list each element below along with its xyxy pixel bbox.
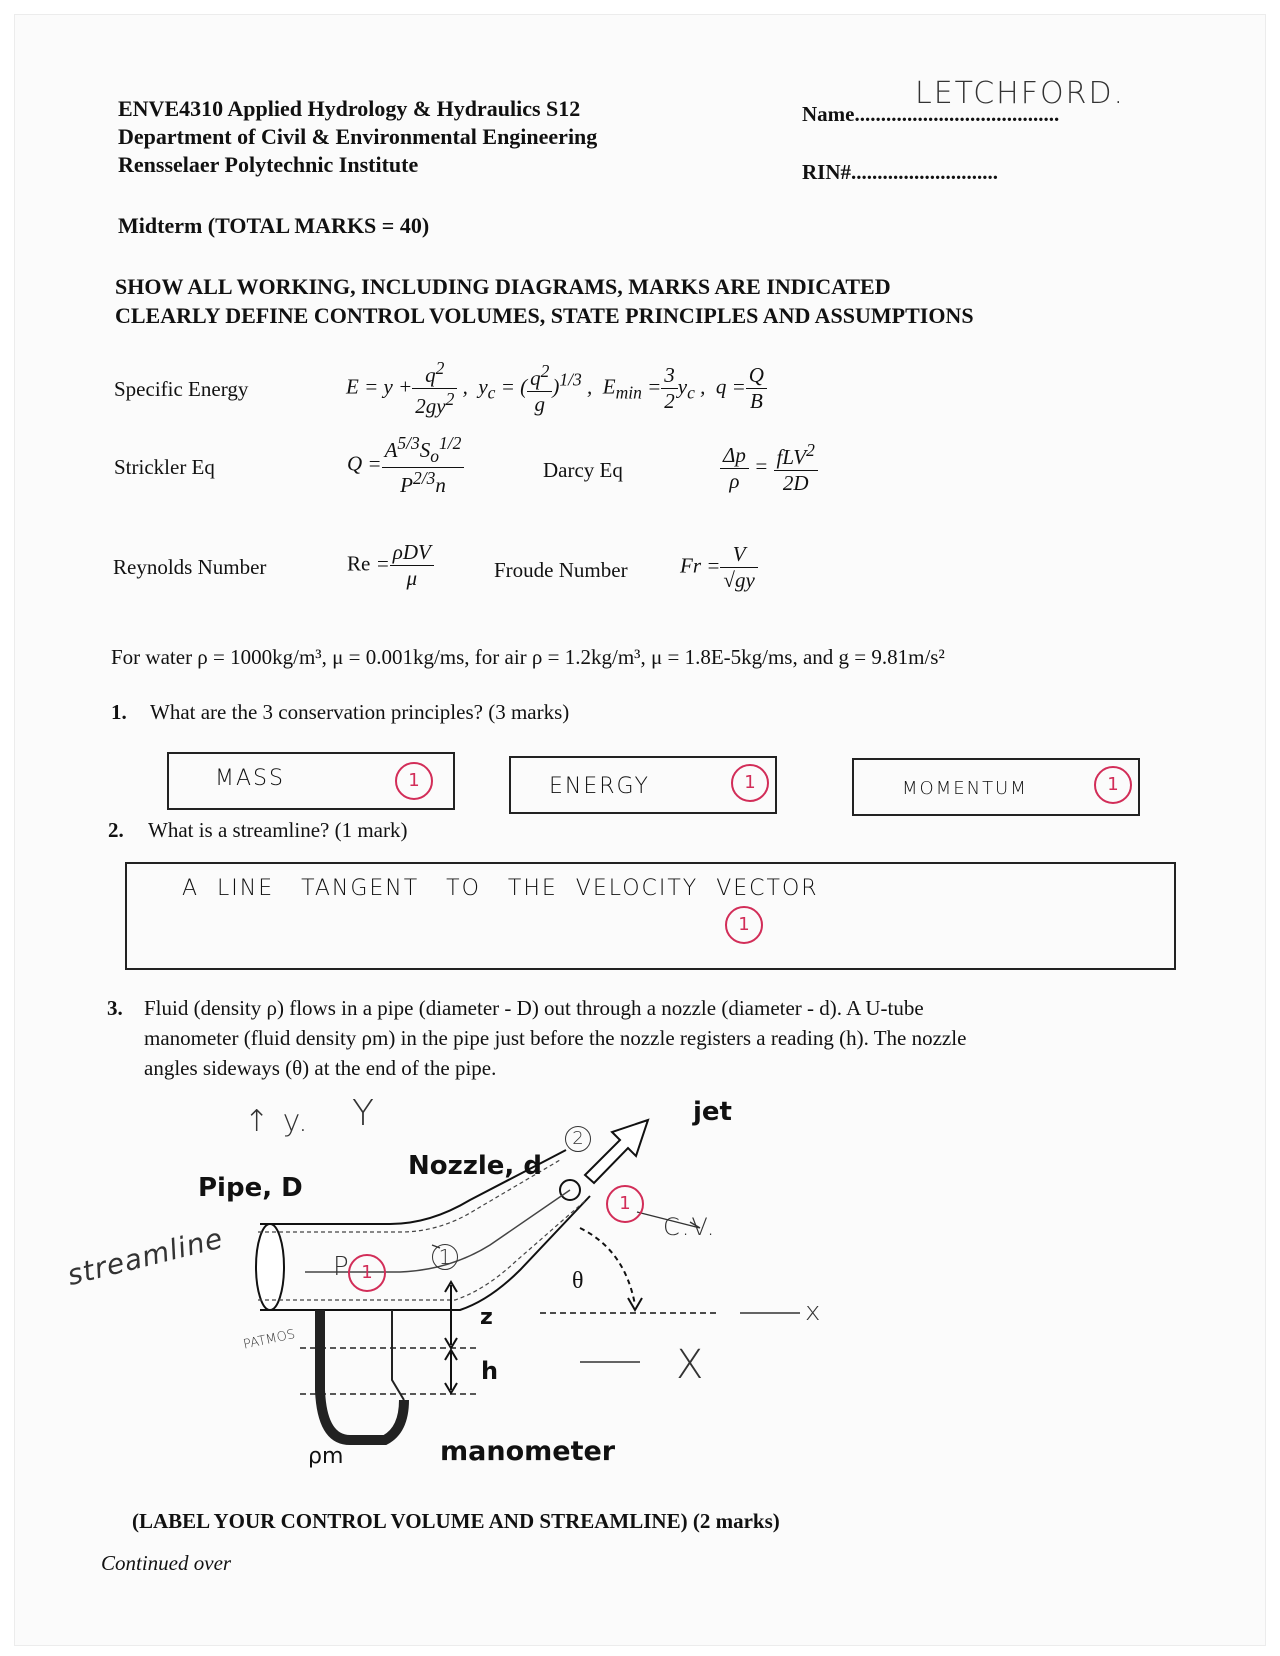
q2-answer: A LINE TANGENT TO THE VELOCITY VECTOR xyxy=(182,876,819,901)
q1-mark-3: 1 xyxy=(1094,766,1132,804)
hand-patmos: PATMOS xyxy=(242,1327,297,1353)
q3-line-3: angles sideways (θ) at the end of the pipe. xyxy=(144,1056,497,1080)
q3-number: 3. xyxy=(107,996,123,1020)
froude-label: Froude Number xyxy=(494,558,628,582)
instruction-1: SHOW ALL WORKING, INCLUDING DIAGRAMS, MARKS ARE INDICATED xyxy=(115,274,891,299)
control-volume xyxy=(258,1160,586,1300)
reynolds-label: Reynolds Number xyxy=(113,555,267,579)
constants-line: For water ρ = 1000kg/m³, μ = 0.001kg/ms, for air ρ = 1.2kg/m³, μ = 1.8E-5kg/ms, and g = 9.81m/s² xyxy=(111,645,945,669)
hand-section-1-mark: 1 xyxy=(348,1254,386,1292)
theta-label: θ xyxy=(572,1268,584,1294)
exam-title: Midterm (TOTAL MARKS = 40) xyxy=(118,213,430,238)
darcy-label: Darcy Eq xyxy=(543,458,623,482)
institute: Rensselaer Polytechnic Institute xyxy=(118,152,419,177)
q1-text: What are the 3 conservation principles? (3 marks) xyxy=(150,700,570,724)
instruction-2: CLEARLY DEFINE CONTROL VOLUMES, STATE PRINCIPLES AND ASSUMPTIONS xyxy=(115,303,974,328)
q1-mark-1: 1 xyxy=(395,762,433,800)
h-label: h xyxy=(481,1357,499,1385)
q2-text: What is a streamline? (1 mark) xyxy=(148,818,408,842)
hand-cv-mark: 1 xyxy=(606,1185,644,1223)
hand-section-2: 2 xyxy=(565,1126,591,1152)
department: Department of Civil & Environmental Engineering xyxy=(118,124,598,149)
theta-arc xyxy=(580,1228,635,1305)
reynolds-formula: Re = $\frac{\text{ρDV}}{\mu}$ xyxy=(347,540,434,591)
hand-streamline-label: streamline xyxy=(64,1221,227,1293)
z-label: z xyxy=(480,1305,493,1330)
manometer-label: manometer xyxy=(440,1436,616,1467)
jet-arrow xyxy=(585,1120,648,1183)
q1-answer-1: MASS xyxy=(215,766,285,791)
specific-energy-formula: E = y + $\frac{q^2}{2gy^2}$ , $y_c$ = ( $\frac{q^2}{g}$ )$^{1/3}$ , $E_{min}$ = $\frac{3}{2}$ $y_c$ , q = $\frac{Q}{B}$ xyxy=(346,358,767,419)
q1-answer-2: ENERGY xyxy=(549,774,650,799)
manometer-tube xyxy=(300,1310,480,1440)
hand-x-label: x xyxy=(805,1297,823,1327)
rho-m-label: ρm xyxy=(308,1444,344,1469)
pipe-label: Pipe, D xyxy=(198,1173,303,1203)
jet-label: jet xyxy=(693,1097,732,1127)
q3-line-1: Fluid (density ρ) flows in a pipe (diameter - D) out through a nozzle (diameter - d). A U-tube xyxy=(144,996,924,1020)
rin-label: RIN#............................ xyxy=(802,160,999,184)
hand-section-1: 1 xyxy=(432,1244,458,1270)
specific-energy-label: Specific Energy xyxy=(114,377,249,401)
q2-number: 2. xyxy=(108,818,124,842)
strickler-formula: Q = $\frac{A^{5/3}S_o^{1/2}}{P^{2/3}n}$ xyxy=(347,433,464,498)
strickler-label: Strickler Eq xyxy=(114,455,215,479)
hand-Y-axis: Y xyxy=(352,1093,376,1134)
q1-answer-3: MOMENTUM xyxy=(902,778,1028,799)
name-label: Name....................................... xyxy=(802,102,1060,126)
q3-footer: (LABEL YOUR CONTROL VOLUME AND STREAMLINE) (2 marks) xyxy=(132,1509,780,1533)
z-h-arrows xyxy=(445,1282,457,1393)
q1-number: 1. xyxy=(111,700,127,724)
hand-p-label: P xyxy=(333,1252,351,1282)
q2-mark: 1 xyxy=(725,906,763,944)
nozzle-label: Nozzle, d xyxy=(408,1151,542,1181)
hand-y-axis: ↑ y. xyxy=(244,1104,310,1139)
continued-over: Continued over xyxy=(101,1551,232,1575)
hand-X-label: X xyxy=(676,1342,706,1388)
hand-arrows xyxy=(432,1212,800,1362)
course-title: ENVE4310 Applied Hydrology & Hydraulics S12 xyxy=(118,96,581,121)
darcy-formula: $\frac{\Delta p}{\rho}$ = $\frac{fLV^2}{2D}$ xyxy=(720,440,818,496)
froude-formula: Fr = $\frac{V}{√gy}$ xyxy=(680,542,758,593)
hand-cv-label: C.V. xyxy=(663,1213,717,1241)
q1-mark-2: 1 xyxy=(731,764,769,802)
q3-line-2: manometer (fluid density ρm) in the pipe just before the nozzle registers a reading (h). The nozzle xyxy=(144,1026,967,1050)
name-handwritten: LETCHFORD. xyxy=(915,76,1126,111)
